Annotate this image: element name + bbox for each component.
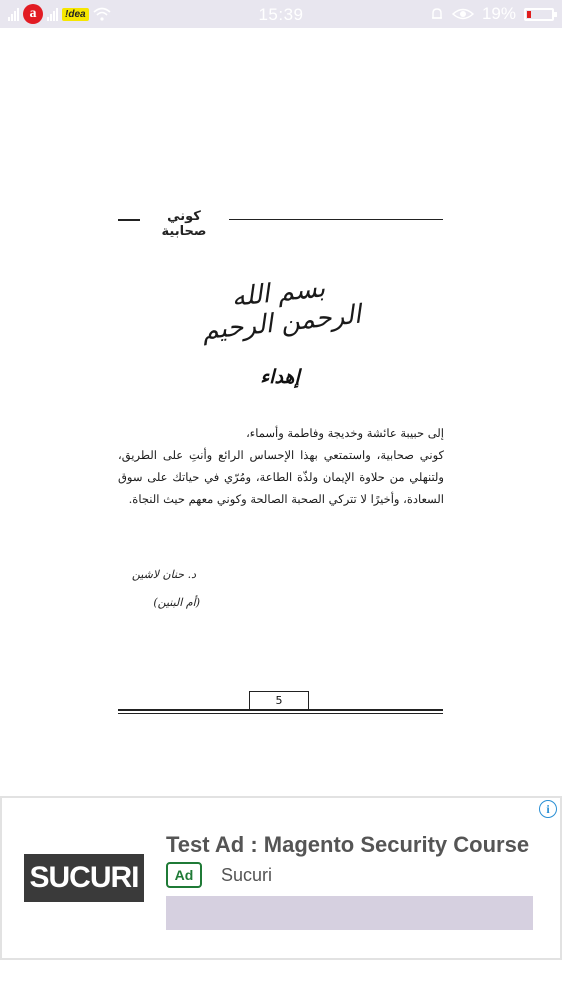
dedication-text [118,422,444,510]
sucuri-logo[interactable]: SUCURI [24,854,144,902]
footer-rule [118,709,443,711]
ad-title[interactable]: Test Ad : Magento Security Course [166,832,530,857]
info-icon[interactable]: i [539,800,557,818]
clock: 15:39 [258,5,304,24]
ad-cta-button[interactable] [166,896,533,930]
battery-percent: 19% [481,4,516,23]
ad-advertiser[interactable]: Sucuri [221,865,273,885]
bottom-strip [0,960,562,1000]
carrier-label: !dea [62,8,89,21]
alarm-icon [430,6,444,22]
status-bar [0,0,562,28]
signature-kunya: (أم البنين) [153,596,200,609]
battery-icon [524,8,554,21]
page-number: 5 [249,691,309,710]
eye-icon [452,7,474,21]
footer-rule-thin [118,713,443,714]
paragraph-2: كوني صحابية، واستمتعي بهذا الإحساس الرائع وأنتِ على الطريق، ولتنهلي من حلاوة الإيمان ولذّة الطاعة، ومُرّي في حياتك على سوق السعادة، وأخيرًا لا تتركي الصحبة الصالحة وكوني معهم حيث النجاة. [118,448,444,506]
airtel-logo-icon: a [23,4,43,24]
ad-badge: Ad [166,862,202,888]
header-dash [118,219,140,221]
book-page[interactable] [0,28,562,796]
signature-name: د. حنان لاشين [131,568,196,581]
paragraph-1: إلى حبيبة عائشة وخديجة وفاطمة وأسماء، [246,426,444,440]
ad-banner[interactable] [0,796,562,960]
basmala-calligraphy: بسم الله الرحمن الرحيم [200,273,363,347]
dedication-title: إهداء [260,366,300,388]
header-title: كوني صحابية [161,209,207,239]
header-rule [229,219,443,220]
status-right [430,4,554,24]
